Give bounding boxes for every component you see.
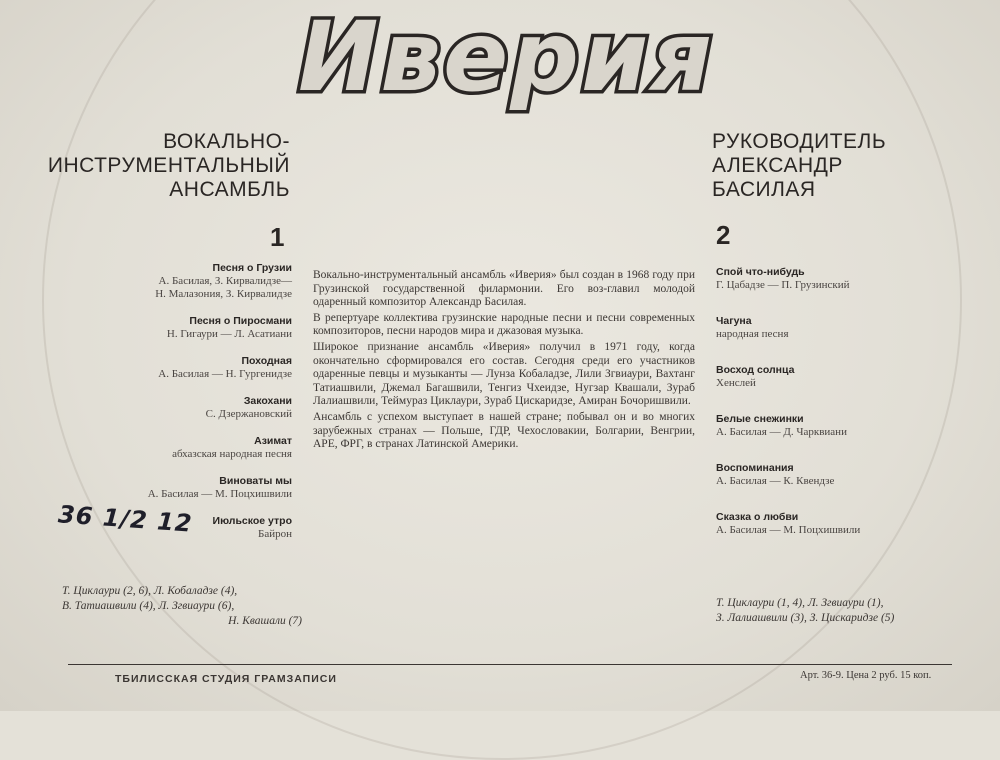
track-credit: А. Басилая — М. Поцхишвили [147,488,292,500]
track-item [60,355,292,381]
track-credit: Байрон [258,528,292,540]
track-item [60,315,292,341]
track-credit: Г. Цабадзе — П. Грузинский [716,279,850,291]
track-title: Виноваты мы [219,475,292,487]
track-credit: С. Дзержановский [205,408,292,420]
heading-line: РУКОВОДИТЕЛЬ [712,130,887,153]
album-title-logo [296,4,716,114]
track-title: Сказка о любви [716,511,799,523]
performers-line: В. Татиашвили (4), Л. Згвиаури (6), [62,600,235,612]
title-lettering [296,4,716,114]
ensemble-description [313,269,695,454]
performers-line: Н. Квашали (7) [228,615,302,627]
track-credit: Н. Малазония, З. Кирвалидзе [155,288,292,300]
description-paragraph: Широкое признание ансамбль «Иверия» получил в 1971 году, когда окончательно сформировался его состав. Сегодня среди его участников одаренные певцы и музыканты — Лунза Кобаладзе, Лили Згвиаури, Вахтанг Татиашвили, Джемал Багашвили, Тенгиз Чхеидзе, Нугзар Квашали, Зураб Лалиашвили, Теймураз Циклаури, Зураб Цискаридзе, Амиран Бочоришвили. [313,340,695,408]
track-item [60,262,292,301]
description-paragraph: Вокально-инструментальный ансамбль «Иверия» был создан в 1968 году при Грузинской государственной филармонии. Его воз-главил молодой одаренный композитор Александр Басилая. [313,269,695,309]
track-credit: народная песня [716,328,789,340]
performers-line: Т. Циклаури (1, 4), Л. Згвиаури (1), [716,597,884,609]
director-heading [712,130,972,202]
heading-line: БАСИЛАЯ [712,178,816,201]
track-item [60,435,292,461]
track-title: Воспоминания [716,462,794,474]
track-title: Азимат [254,435,292,447]
track-credit: А. Басилая — К. Квендзе [716,475,835,487]
track-title: Июльское утро [212,515,292,527]
track-credit: А. Басилая — Д. Чарквиани [716,426,847,438]
heading-line: ВОКАЛЬНО- [163,130,290,153]
track-item [716,315,976,341]
track-credit: абхазская народная песня [172,448,292,460]
track-credit: А. Басилая — Н. Гургенидзе [158,368,292,380]
side-1-number: 1 [270,222,285,252]
performers-line: З. Лалиашвили (3), З. Цискаридзе (5) [716,612,895,624]
track-credit: А. Басилая — М. Поцхишвили [716,524,861,536]
side-2-tracklist [716,266,976,560]
description-paragraph: В репертуаре коллектива грузинские народные песни и песни современных композиторов, песни народов мира и джазовая музыка. [313,311,695,338]
handwritten-catalog-note: 36 1/2 12 [57,500,194,538]
track-title: Песня о Пиросмани [189,315,292,327]
track-title: Белые снежинки [716,413,804,425]
track-title: Чагуна [716,315,752,327]
track-item [60,395,292,421]
side-2-performers [716,596,976,626]
studio-name: ТБИЛИССКАЯ СТУДИЯ ГРАМЗАПИСИ [115,673,337,685]
track-credit: Н. Гигаури — Л. Асатиани [166,328,292,340]
heading-line: ИНСТРУМЕНТАЛЬНЫЙ [47,154,290,177]
track-title: Восход солнца [716,364,795,376]
performers-line: Т. Циклаури (2, 6), Л. Кобаладзе (4), [62,585,238,597]
track-item [60,475,292,501]
article-price: Арт. 36-9. Цена 2 руб. 15 коп. [800,670,932,681]
track-title: Спой что-нибудь [716,266,805,278]
track-item [716,413,976,439]
track-item [716,511,976,537]
track-title: Походная [241,355,292,367]
side-1-performers [62,584,302,629]
side-2-number: 2 [716,220,731,250]
title-text: Иверия [298,4,714,113]
description-paragraph: Ансамбль с успехом выступает в нашей стране; побывал он и во многих зарубежных странах — Польше, ГДР, Чехословакии, Болгарии, Венгрии, АРЕ, ФРГ, в странах Латинской Америки. [313,410,695,451]
ensemble-heading [40,130,290,202]
track-credit: Хенслей [716,377,756,389]
footer-divider [68,664,952,665]
track-title: Закохани [243,395,292,407]
track-title: Песня о Грузии [212,262,292,274]
heading-line: АЛЕКСАНДР [712,154,843,177]
heading-line: АНСАМБЛЬ [169,178,290,201]
track-credit: А. Басилая, З. Кирвалидзе— [158,275,292,287]
track-item [716,364,976,390]
track-item [716,266,976,292]
track-item [716,462,976,488]
